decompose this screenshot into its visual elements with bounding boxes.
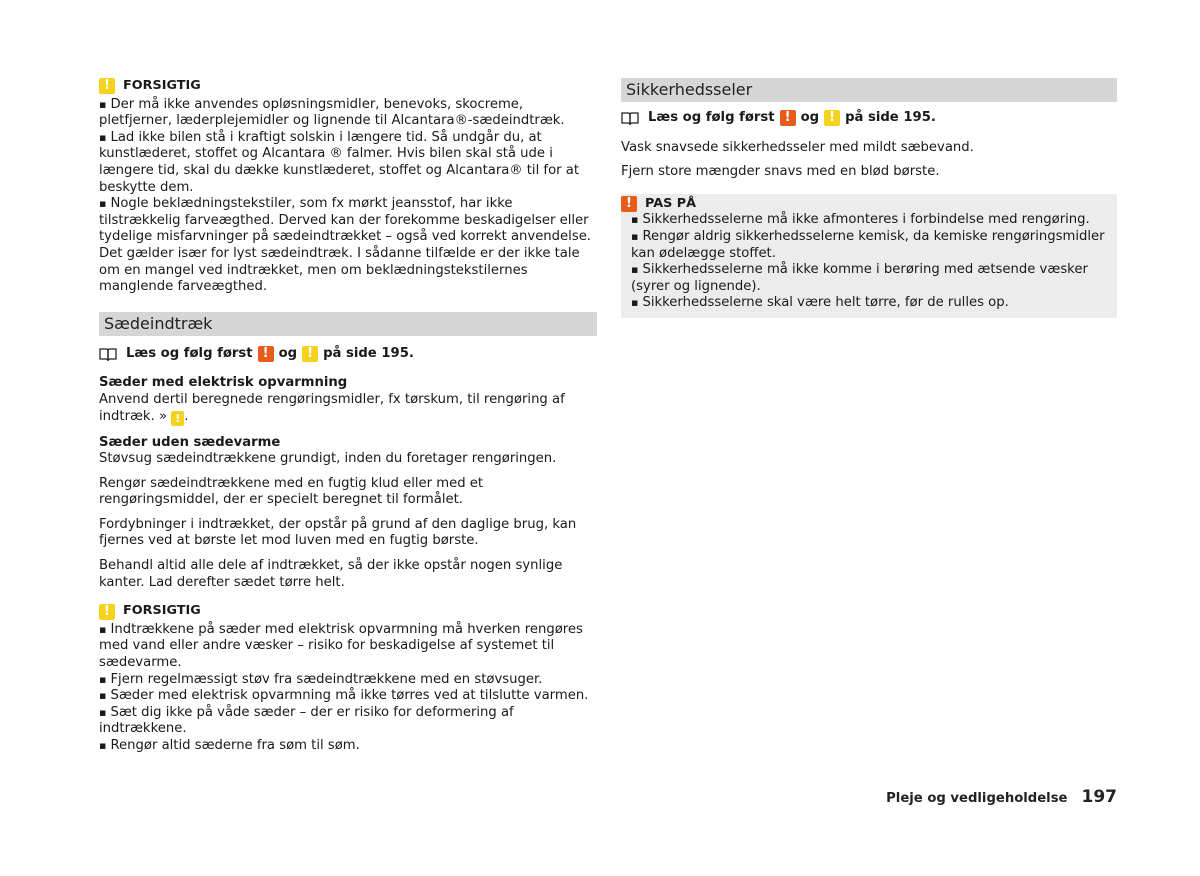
caution-bullet: ▪ Sæt dig ikke på våde sæder – der er risiko for deformering af indtrækkene. [99,705,597,738]
paragraph: Rengør sædeindtrækkene med en fugtig klud eller med et rengøringsmiddel, der er specielt beregnet til formålet. [99,475,484,508]
section-title-seat-belts: Sikkerhedsseler [621,78,1117,102]
notice-bullet: ▪ Sikkerhedsselerne må ikke komme i berøring med ætsende væsker (syrer og lignende). [631,262,1111,295]
unheated-seats-text: Støvsug sædeindtrækkene grundigt, inden du foretager rengøringen. [99,451,557,467]
heated-seats-end: . [184,408,189,424]
paragraph: Behandl altid alle dele af indtrækket, så der ikke opstår nogen synlige kanter. Lad derefter sædet tørre helt. [99,558,563,590]
read-first-page-ref: på side 195. [845,110,936,125]
caution-bullet: ▪ Sæder med elektrisk opvarmning må ikke tørres ved at tilslutte varmen. [99,688,597,705]
notice-bullet: ▪ Sikkerhedsselerne må ikke afmonteres i forbindelse med rengøring. [631,212,1111,229]
paragraph: Fordybninger i indtrækket, der opstår på grund af den daglige brug, kan fjernes ved at børste let mod luven med en fugtig børste. [99,516,577,549]
read-first-text: Læs og følg først [648,110,775,125]
warning-exclamation-icon: ! [258,346,274,362]
caution-bullet: ▪ Indtrækkene på sæder med elektrisk opvarmning må hverken rengøres med vand eller andre væsker – risiko for beskadigelse af systemet til sædevarme. [99,622,597,672]
caution-box-heated-seats [99,603,597,754]
read-first-line [99,346,597,363]
read-first-and: og [800,110,820,125]
chapter-title: Pleje og vedligeholdelse [886,791,1068,806]
right-column [621,76,1117,318]
paragraph: Fjern store mængder snavs med en blød børste. [621,164,940,180]
notice-bullet: ▪ Rengør aldrig sikkerhedsselerne kemisk, da kemiske rengøringsmidler kan ødelægge stoffet. [631,229,1111,262]
read-first-line [621,110,1117,127]
page-number: 197 [1081,787,1117,807]
paragraph: Vask snavsede sikkerhedsseler med mildt sæbevand. [621,139,974,155]
caution-exclamation-icon: ! [824,110,840,126]
caution-exclamation-icon: ! [171,411,184,426]
section-title-seat-covers: Sædeindtræk [99,312,597,336]
notice-heading [621,196,1117,213]
caution-exclamation-icon: ! [99,604,115,620]
read-first-and: og [278,345,298,361]
page-footer [886,787,1117,807]
heated-seats-block [99,375,597,425]
caution-label: FORSIGTIG [123,603,201,619]
warning-exclamation-icon: ! [780,110,796,126]
caution-bullet: ▪ Der må ikke anvendes opløsningsmidler, benevoks, skocreme, pletfjerner, læderplejemidler og lignende til Alcantara®-sædeindtræk. [99,97,597,130]
caution-heading [99,603,597,620]
caution-heading [99,78,597,95]
caution-label: FORSIGTIG [123,78,201,93]
notice-label: PAS PÅ [645,195,697,211]
caution-bullet: ▪ Nogle beklædningstekstiler, som fx mørkt jeansstof, har ikke tilstrækkelig farveægthed. Derved kan der forekomme beskadigelser eller tydelige misfarvninger på sædeindtrækket – også ved korrekt anvendelse. Det gælder især for lyst sædeindtræk. I sådanne tilfælde er der ikke tale om en mangel ved indtrækket, men om beklædningstekstilernes manglende farveægthed. [99,196,597,296]
book-icon [621,111,639,125]
left-column [99,76,597,755]
heated-seats-heading: Sæder med elektrisk opvarmning [99,375,348,391]
book-icon [99,347,117,361]
notice-exclamation-icon: ! [621,196,637,212]
heated-seats-text [99,392,597,426]
notice-box-seat-belts [621,194,1117,318]
unheated-seats-heading: Sæder uden sædevarme [99,434,281,450]
caution-bullet: ▪ Rengør altid sæderne fra søm til søm. [99,738,597,755]
caution-exclamation-icon: ! [99,78,115,94]
notice-bullet: ▪ Sikkerhedsselerne skal være helt tørre, før de rulles op. [631,295,1111,312]
caution-box-upholstery [99,78,597,296]
unheated-seats-block [99,435,597,468]
read-first-page-ref: på side 195. [323,345,414,361]
caution-bullet: ▪ Lad ikke bilen stå i kraftigt solskin i længere tid. Så undgår du, at kunstlæderet, stoffet og Alcantara ® falmer. Hvis bilen skal stå ude i længere tid, skal du dække kunstlæderet, stoffet og Alcantara® til for at beskytte dem. [99,130,597,196]
caution-exclamation-icon: ! [302,346,318,362]
heated-seats-body: Anvend dertil beregnede rengøringsmidler, fx tørskum, til rengøring af indtræk. » [99,391,565,424]
read-first-text: Læs og følg først [126,345,253,361]
caution-bullet: ▪ Fjern regelmæssigt støv fra sædeindtrækkene med en støvsuger. [99,672,597,689]
